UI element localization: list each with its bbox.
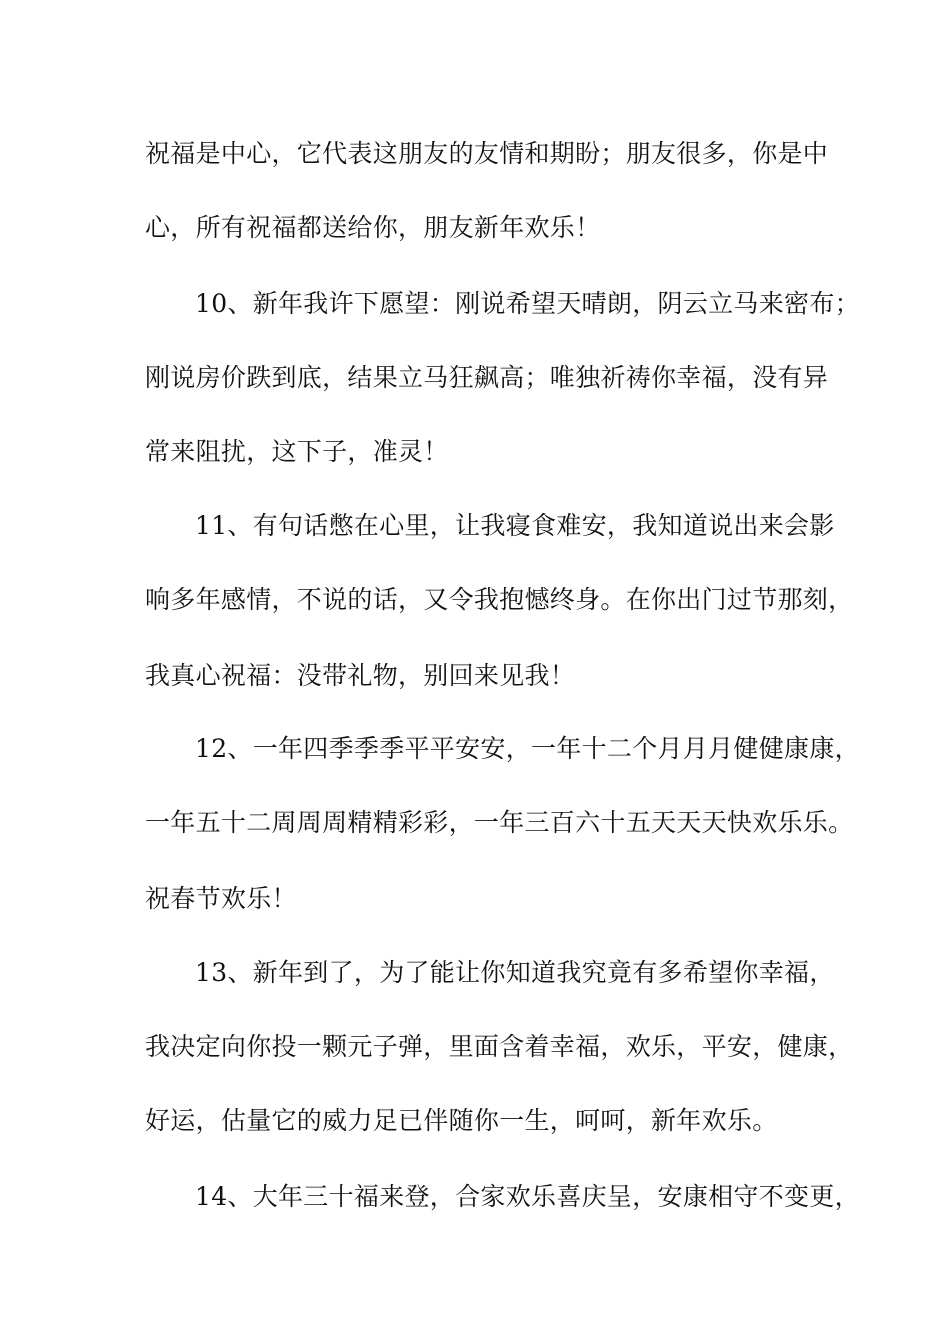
text-line: 一年五十二周周周精精彩彩，一年三百六十五天天天快欢乐乐。 <box>145 808 854 837</box>
text-line: 好运，估量它的威力足已伴随你一生，呵呵，新年欢乐。 <box>145 1106 778 1135</box>
paragraph-start-line: 10、新年我许下愿望：刚说希望天晴朗，阴云立马来密布； <box>195 289 860 318</box>
text-line: 祝福是中心，它代表这朋友的友情和期盼；朋友很多，你是中 <box>145 139 829 168</box>
text-line: 刚说房价跌到底，结果立马狂飙高；唯独祈祷你幸福，没有异 <box>145 363 829 392</box>
paragraph-start-line: 11、有句话憋在心里，让我寝食难安，我知道说出来会影 <box>195 511 835 540</box>
text-line: 常来阻扰，这下子，准灵！ <box>145 437 449 466</box>
paragraph-start-line: 14、大年三十福来登，合家欢乐喜庆呈，安康相守不变更， <box>195 1182 860 1211</box>
text-line: 响多年感情，不说的话，又令我抱憾终身。在你出门过节那刻， <box>145 585 854 614</box>
text-line: 心，所有祝福都送给你，朋友新年欢乐！ <box>145 213 601 242</box>
text-line: 祝春节欢乐！ <box>145 884 297 913</box>
text-line: 我真心祝福：没带礼物，别回来见我！ <box>145 661 576 690</box>
paragraph-start-line: 13、新年到了，为了能让你知道我究竟有多希望你幸福， <box>195 958 835 987</box>
paragraph-start-line: 12、一年四季季季平平安安，一年十二个月月月健健康康， <box>195 734 860 763</box>
text-line: 我决定向你投一颗元子弹，里面含着幸福，欢乐，平安，健康， <box>145 1032 854 1061</box>
